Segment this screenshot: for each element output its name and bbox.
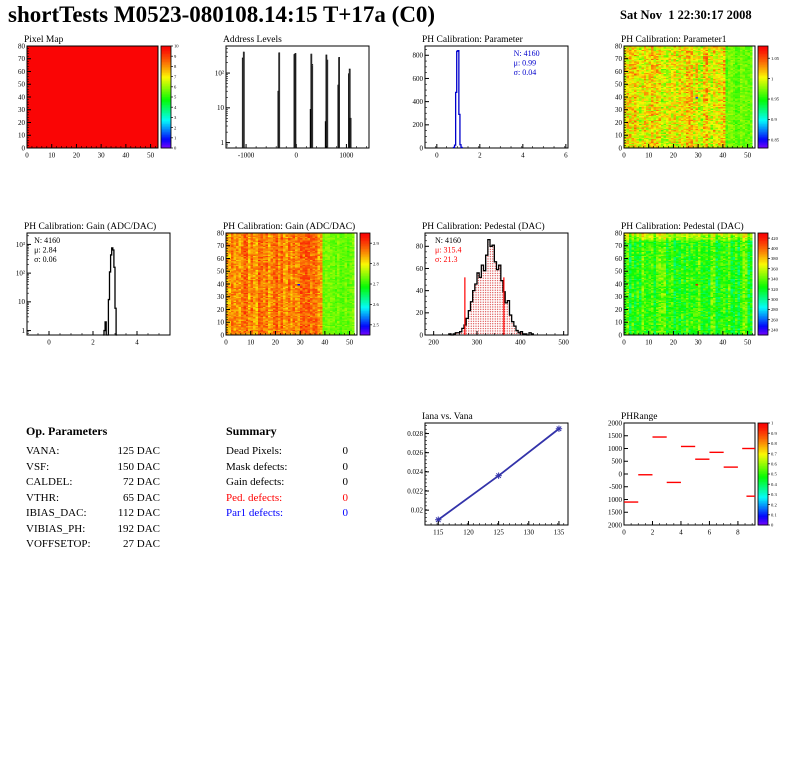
- svg-text:80: 80: [615, 229, 622, 238]
- svg-text:280: 280: [771, 307, 778, 313]
- svg-text:2.5: 2.5: [373, 322, 379, 328]
- op-parameter-row: VTHR: 65 DAC: [26, 491, 160, 504]
- svg-text:σ: 0.06: σ: 0.06: [34, 255, 57, 264]
- svg-text:125: 125: [493, 528, 504, 537]
- svg-text:0: 0: [294, 151, 298, 160]
- svg-text:50: 50: [147, 151, 155, 160]
- summary-title: Summary: [226, 424, 277, 438]
- svg-text:PHRange: PHRange: [621, 412, 658, 422]
- svg-text:1: 1: [771, 76, 774, 82]
- svg-text:400: 400: [412, 98, 423, 107]
- page-title: shortTests M0523-080108.14:15 T+17a (C0): [8, 2, 436, 27]
- svg-text:30: 30: [694, 151, 702, 160]
- svg-text:70: 70: [615, 55, 622, 64]
- svg-text:60: 60: [217, 254, 224, 263]
- svg-text:40: 40: [122, 151, 130, 160]
- summary-row: Dead Pixels: 0: [226, 445, 348, 457]
- svg-text:Pixel Map: Pixel Map: [24, 35, 64, 45]
- svg-text:μ: 0.99: μ: 0.99: [513, 58, 537, 68]
- svg-text:10: 10: [615, 131, 622, 140]
- svg-text:0.7: 0.7: [771, 451, 777, 457]
- svg-text:9: 9: [174, 53, 177, 59]
- svg-text:0: 0: [622, 151, 626, 160]
- svg-text:6: 6: [707, 528, 712, 537]
- summary-row: Ped. defects: 0: [226, 491, 348, 504]
- op-parameter-row: IBIAS_DAC: 112 DAC: [26, 507, 160, 519]
- svg-text:0: 0: [224, 338, 228, 347]
- summary-block: [226, 424, 348, 522]
- svg-text:80: 80: [416, 242, 423, 251]
- svg-text:0: 0: [618, 331, 622, 340]
- timestamp: Sat Nov 1 22:30:17 2008: [620, 8, 752, 22]
- svg-text:2000: 2000: [608, 419, 622, 428]
- svg-text:0: 0: [220, 331, 224, 340]
- svg-text:800: 800: [412, 51, 423, 60]
- svg-text:0.3: 0.3: [771, 492, 777, 498]
- svg-text:2: 2: [478, 151, 482, 160]
- svg-text:400: 400: [771, 246, 778, 251]
- svg-text:0: 0: [419, 144, 423, 153]
- op-parameter-row: CALDEL: 72 DAC: [26, 476, 160, 488]
- svg-text:4: 4: [679, 528, 683, 537]
- svg-text:2: 2: [91, 338, 95, 347]
- svg-text:8: 8: [174, 64, 177, 70]
- svg-text:1000: 1000: [608, 495, 622, 504]
- svg-text:50: 50: [615, 267, 622, 276]
- svg-text:60: 60: [416, 264, 423, 273]
- svg-text:1: 1: [174, 135, 177, 141]
- svg-text:30: 30: [18, 106, 25, 115]
- svg-text:300: 300: [771, 297, 778, 302]
- svg-text:0.9: 0.9: [771, 430, 777, 436]
- svg-text:-500: -500: [609, 483, 622, 492]
- svg-text:Iana vs. Vana: Iana vs. Vana: [422, 412, 473, 422]
- svg-text:1500: 1500: [608, 432, 622, 441]
- svg-text:420: 420: [771, 235, 778, 241]
- svg-text:40: 40: [18, 93, 25, 102]
- svg-text:0: 0: [622, 338, 626, 347]
- svg-text:20: 20: [669, 338, 677, 347]
- svg-text:1000: 1000: [608, 444, 622, 453]
- svg-text:10²: 10²: [15, 269, 25, 278]
- summary-row: Mask defects: 0: [226, 460, 348, 473]
- svg-text:30: 30: [296, 338, 304, 347]
- svg-text:0.4: 0.4: [771, 481, 777, 487]
- svg-text:0.02: 0.02: [410, 506, 423, 515]
- svg-text:PH Calibration: Gain (ADC/DAC): PH Calibration: Gain (ADC/DAC): [223, 222, 356, 232]
- svg-text:2.9: 2.9: [373, 240, 379, 246]
- svg-text:N: 4160: N: 4160: [513, 49, 540, 58]
- svg-text:30: 30: [694, 338, 702, 347]
- svg-text:0.022: 0.022: [407, 487, 423, 496]
- svg-text:3: 3: [174, 115, 177, 121]
- svg-text:N: 4160: N: 4160: [435, 236, 462, 245]
- svg-text:200: 200: [412, 121, 423, 130]
- svg-text:PH Calibration: Parameter1: PH Calibration: Parameter1: [621, 35, 727, 45]
- summary-row: Par1 defects: 0: [226, 507, 348, 519]
- svg-text:2000: 2000: [608, 521, 622, 530]
- svg-text:40: 40: [615, 280, 622, 289]
- svg-text:50: 50: [18, 80, 25, 89]
- svg-text:600: 600: [412, 74, 423, 83]
- svg-text:115: 115: [433, 528, 444, 537]
- svg-text:Address Levels: Address Levels: [223, 35, 282, 45]
- svg-text:7: 7: [174, 74, 177, 80]
- svg-text:0.2: 0.2: [771, 502, 777, 508]
- svg-text:0.95: 0.95: [771, 96, 780, 102]
- chart-ph-calibration-gain-map: [199, 217, 398, 379]
- summary-row: Gain defects: 0: [226, 476, 348, 488]
- svg-text:PH Calibration: Pedestal (DAC): PH Calibration: Pedestal (DAC): [621, 222, 744, 232]
- svg-text:40: 40: [416, 287, 423, 296]
- svg-text:200: 200: [428, 338, 439, 347]
- svg-text:70: 70: [217, 242, 224, 251]
- svg-text:380: 380: [771, 256, 778, 262]
- svg-text:40: 40: [719, 338, 727, 347]
- svg-text:50: 50: [346, 338, 354, 347]
- op-parameter-row: VANA: 125 DAC: [26, 445, 160, 457]
- svg-text:400: 400: [515, 338, 526, 347]
- svg-text:120: 120: [463, 528, 474, 537]
- svg-text:10: 10: [18, 131, 25, 140]
- svg-text:10: 10: [247, 338, 255, 347]
- svg-text:40: 40: [719, 151, 727, 160]
- svg-text:10: 10: [217, 104, 224, 113]
- svg-text:30: 30: [615, 293, 622, 302]
- svg-text:μ: 315.4: μ: 315.4: [435, 245, 462, 255]
- svg-text:40: 40: [321, 338, 329, 347]
- svg-text:20: 20: [217, 305, 224, 314]
- svg-text:PH Calibration: Pedestal (DAC): PH Calibration: Pedestal (DAC): [422, 222, 545, 232]
- svg-text:50: 50: [615, 80, 622, 89]
- svg-text:360: 360: [771, 266, 778, 272]
- svg-text:6: 6: [174, 84, 177, 90]
- svg-text:0: 0: [25, 151, 29, 160]
- svg-text:1: 1: [21, 326, 25, 335]
- svg-text:340: 340: [771, 276, 778, 282]
- svg-text:40: 40: [615, 93, 622, 102]
- svg-text:2.8: 2.8: [373, 261, 379, 267]
- svg-text:240: 240: [771, 327, 778, 333]
- svg-text:60: 60: [615, 67, 622, 76]
- svg-text:60: 60: [615, 254, 622, 263]
- svg-text:80: 80: [615, 42, 622, 51]
- svg-text:20: 20: [615, 118, 622, 127]
- svg-text:0.026: 0.026: [407, 449, 423, 458]
- svg-text:260: 260: [771, 317, 778, 323]
- svg-text:2.7: 2.7: [373, 281, 379, 287]
- svg-text:20: 20: [669, 151, 677, 160]
- svg-text:50: 50: [217, 267, 224, 276]
- svg-text:0: 0: [435, 151, 439, 160]
- svg-text:70: 70: [615, 242, 622, 251]
- chart-iana-vs-vana: [398, 407, 597, 569]
- svg-text:10: 10: [48, 151, 56, 160]
- svg-text:10: 10: [174, 43, 179, 49]
- op-parameters-block: [26, 424, 160, 553]
- svg-text:PH Calibration: Parameter: PH Calibration: Parameter: [422, 35, 523, 45]
- svg-text:0: 0: [419, 331, 423, 340]
- svg-text:10³: 10³: [15, 240, 25, 249]
- svg-text:130: 130: [523, 528, 535, 537]
- svg-text:4: 4: [135, 338, 139, 347]
- svg-text:0.9: 0.9: [771, 117, 777, 123]
- chart-phrange: [597, 407, 796, 569]
- svg-text:500: 500: [611, 457, 622, 466]
- svg-text:0: 0: [174, 145, 177, 151]
- svg-text:30: 30: [97, 151, 105, 160]
- svg-text:0: 0: [21, 144, 25, 153]
- svg-text:2: 2: [650, 528, 655, 537]
- svg-text:1500: 1500: [608, 508, 622, 517]
- svg-text:10: 10: [217, 318, 224, 327]
- chart-pixel-map: [0, 30, 199, 192]
- svg-text:20: 20: [18, 118, 25, 127]
- svg-text:40: 40: [217, 280, 224, 289]
- svg-text:0.6: 0.6: [771, 461, 777, 467]
- chart-ph-calibration-pedestal-map: [597, 217, 796, 379]
- svg-text:30: 30: [217, 293, 224, 302]
- svg-text:8: 8: [736, 528, 740, 537]
- svg-text:4: 4: [521, 151, 525, 160]
- svg-text:2.6: 2.6: [373, 302, 379, 308]
- chart-ph-calibration-pedestal-hist: [398, 217, 597, 379]
- svg-text:500: 500: [558, 338, 569, 347]
- svg-text:1: 1: [220, 139, 224, 148]
- svg-text:300: 300: [471, 338, 483, 347]
- svg-text:PH Calibration: Gain (ADC/DAC): PH Calibration: Gain (ADC/DAC): [24, 222, 157, 232]
- svg-text:0.028: 0.028: [407, 429, 423, 438]
- svg-text:0.024: 0.024: [407, 468, 423, 477]
- svg-text:10: 10: [645, 338, 653, 347]
- svg-text:N: 4160: N: 4160: [34, 236, 61, 245]
- chart-ph-calibration-parameter1-map: [597, 30, 796, 192]
- svg-text:6: 6: [564, 151, 568, 160]
- svg-text:135: 135: [553, 528, 565, 537]
- svg-text:0: 0: [618, 144, 622, 153]
- svg-text:5: 5: [174, 94, 177, 100]
- op-parameters-title: Op. Parameters: [26, 424, 108, 438]
- svg-text:0: 0: [47, 338, 51, 347]
- op-parameter-row: VOFFSETOP: 27 DAC: [26, 538, 160, 550]
- svg-text:80: 80: [217, 229, 224, 238]
- svg-text:60: 60: [18, 67, 25, 76]
- svg-text:10: 10: [615, 318, 622, 327]
- svg-text:4: 4: [174, 104, 177, 110]
- chart-address-levels: [199, 30, 398, 192]
- op-parameter-row: VSF: 150 DAC: [26, 460, 160, 473]
- svg-text:20: 20: [615, 305, 622, 314]
- svg-text:1.05: 1.05: [771, 55, 780, 61]
- svg-text:50: 50: [744, 338, 752, 347]
- svg-text:80: 80: [18, 42, 25, 51]
- svg-text:0: 0: [618, 470, 622, 479]
- op-parameter-row: VIBIAS_PH: 192 DAC: [26, 522, 160, 535]
- svg-text:1000: 1000: [339, 151, 354, 160]
- svg-text:0.5: 0.5: [771, 471, 777, 477]
- svg-text:10: 10: [18, 298, 25, 307]
- svg-text:0.1: 0.1: [771, 512, 777, 518]
- svg-text:0.8: 0.8: [771, 441, 777, 447]
- svg-text:-1000: -1000: [237, 151, 255, 160]
- svg-text:20: 20: [416, 309, 423, 318]
- svg-text:2: 2: [174, 125, 177, 131]
- svg-text:10²: 10²: [214, 69, 224, 78]
- svg-text:0.85: 0.85: [771, 137, 780, 143]
- svg-text:20: 20: [271, 338, 279, 347]
- svg-text:320: 320: [771, 286, 778, 292]
- svg-text:50: 50: [744, 151, 752, 160]
- svg-text:σ: 0.04: σ: 0.04: [513, 68, 537, 77]
- chart-ph-calibration-parameter: [398, 30, 597, 192]
- svg-text:1: 1: [771, 420, 774, 426]
- svg-text:20: 20: [72, 151, 80, 160]
- svg-text:0: 0: [771, 522, 774, 528]
- svg-text:70: 70: [18, 55, 25, 64]
- svg-text:σ: 21.3: σ: 21.3: [435, 255, 458, 264]
- svg-text:μ: 2.84: μ: 2.84: [34, 245, 57, 255]
- svg-text:10: 10: [645, 151, 653, 160]
- chart-ph-calibration-gain-hist: [0, 217, 199, 379]
- svg-text:30: 30: [615, 106, 622, 115]
- svg-text:0: 0: [622, 528, 626, 537]
